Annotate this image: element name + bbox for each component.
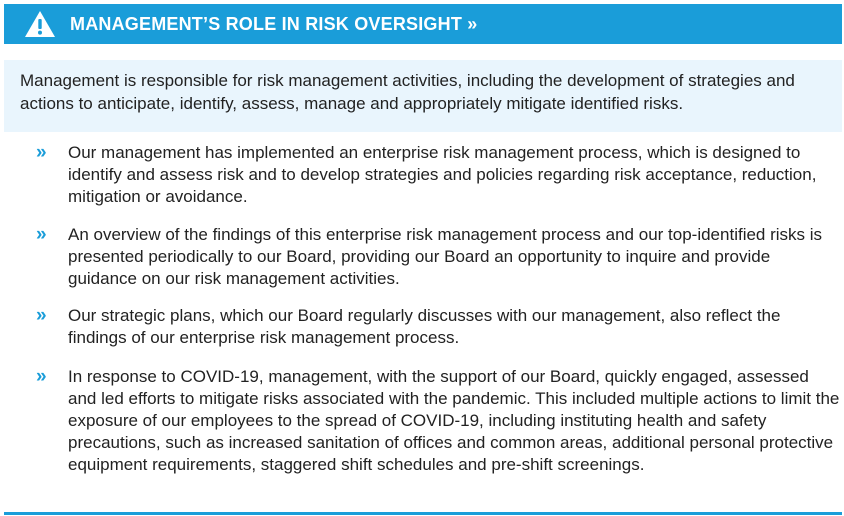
bullet-text: Our management has implemented an enterprise risk management process, which is designed to identify and assess risk and to develop strategies and policies regarding risk acceptance, reduction, mitigation or avoidance.	[68, 143, 817, 206]
bullet-marker: »	[36, 224, 47, 245]
bullet-marker: »	[36, 366, 47, 387]
section-title: MANAGEMENT’S ROLE IN RISK OVERSIGHT »	[70, 13, 478, 34]
intro-text: Management is responsible for risk management activities, including the development of strategies and actions to anticipate, identify, assess, manage and appropriately mitigate identified risks.	[20, 71, 795, 113]
bullet-text: Our strategic plans, which our Board regularly discusses with our management, also reflect the findings of our enterprise risk management process.	[68, 306, 781, 347]
section-header	[4, 4, 842, 44]
warning-icon	[24, 10, 56, 38]
bullet-text: In response to COVID-19, management, with the support of our Board, quickly engaged, assessed and led efforts to mitigate risks associated with the pandemic. This included multiple actions to limit the exposure of our employees to the spread of COVID-19, including instituting health and safety precautions, such as increased sanitation of offices and common areas, additional personal protective equipment requirements, staggered shift schedules and pre-shift screenings.	[68, 367, 840, 474]
bottom-divider	[4, 512, 842, 515]
bullet-text: An overview of the findings of this enterprise risk management process and our top-identified risks is presented periodically to our Board, providing our Board an opportunity to inquire and provide guidance on our risk management activities.	[68, 225, 823, 288]
intro-box	[4, 60, 842, 132]
bullet-marker: »	[36, 142, 47, 163]
bullet-marker: »	[36, 305, 47, 326]
